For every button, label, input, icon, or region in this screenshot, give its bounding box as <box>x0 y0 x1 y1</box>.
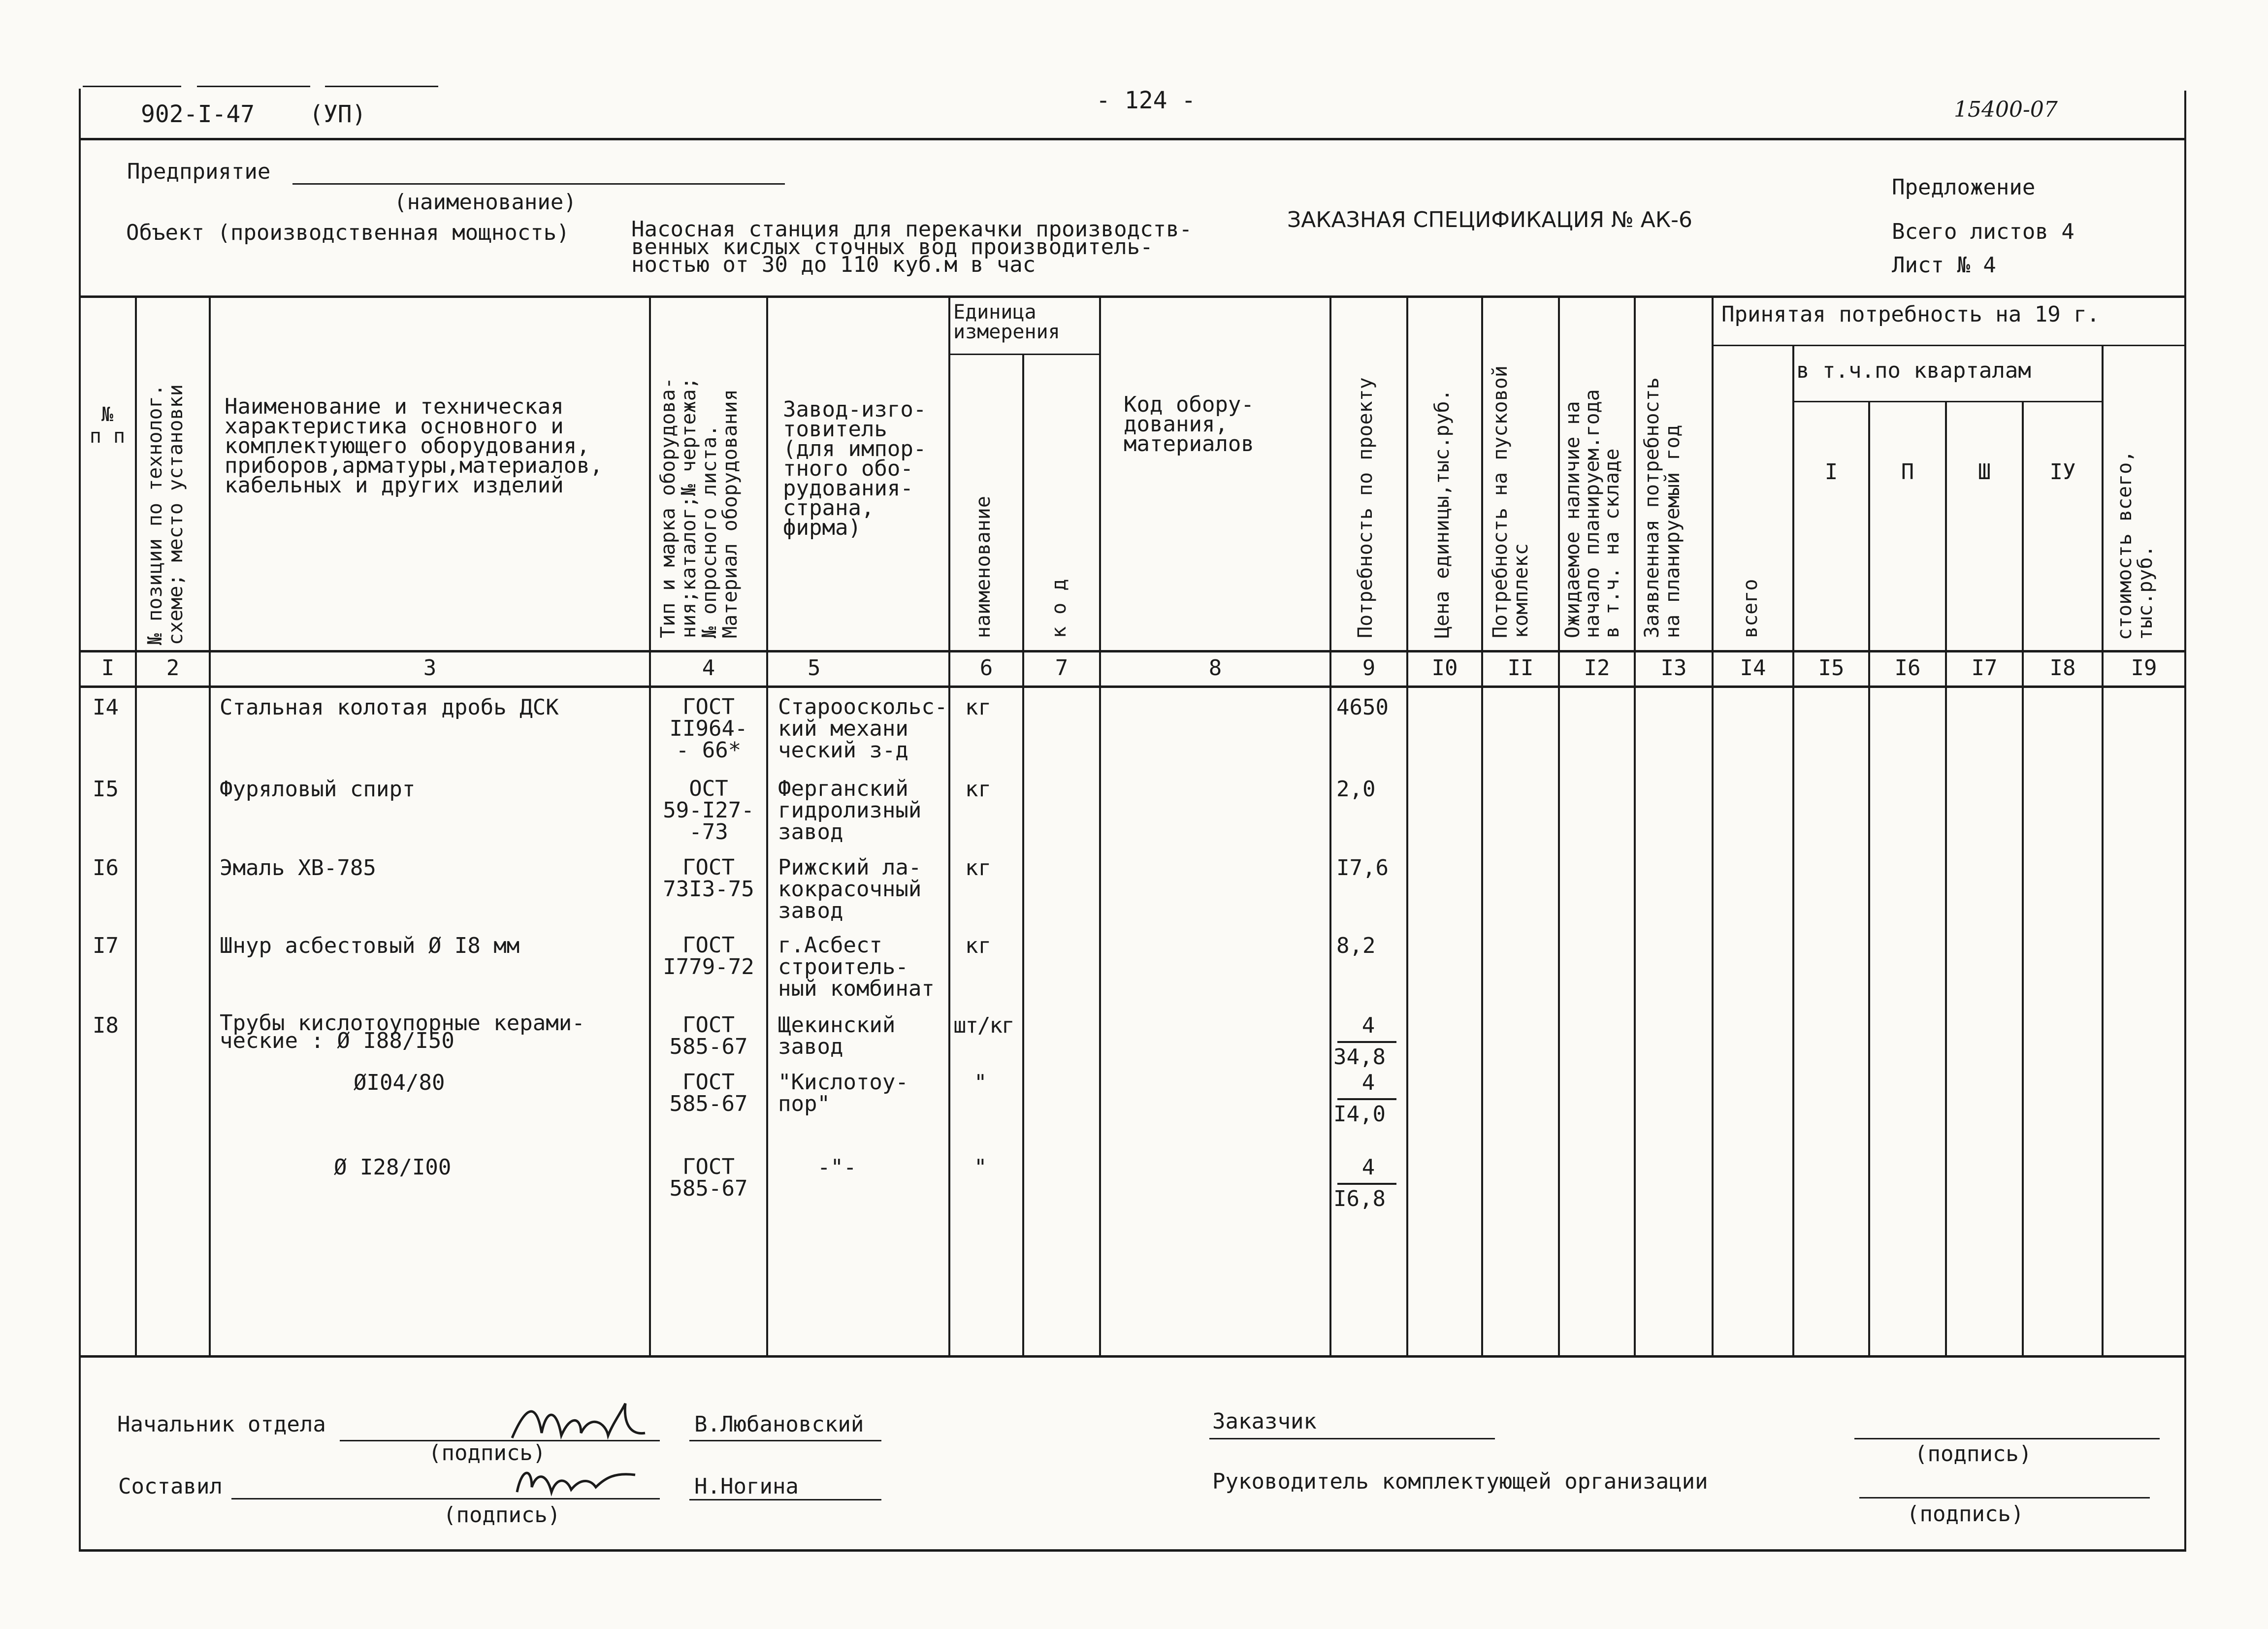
col-header-unit-group: Единица измерения <box>953 301 1060 343</box>
row-maker: г.Асбест строитель- ный комбинат <box>778 933 935 1001</box>
col-header-position: № позиции по технолог. схеме; место установки <box>144 384 187 645</box>
naming-hint: (наименование) <box>394 190 577 215</box>
page-number: - 124 - <box>1096 87 1196 114</box>
col-num-4: 4 <box>702 655 715 681</box>
customer-sign-line <box>1854 1438 2160 1439</box>
quarters-group-rule <box>1792 401 2102 402</box>
col-header-accepted-group: Принятая потребность на 19 г. <box>1721 302 2100 327</box>
col-num-17: I7 <box>1971 655 1998 681</box>
col-line-17 <box>2022 401 2024 1355</box>
row-type: ГОСТ II964- - 66* <box>669 694 748 763</box>
spec-title: ЗАКАЗНАЯ СПЕЦИФИКАЦИЯ № АК-6 <box>1287 207 1693 232</box>
col-header-declared-need: Заявленная потребность на планируемый год <box>1641 377 1684 638</box>
col-num-10: I0 <box>1431 655 1458 681</box>
customer-label: Заказчик <box>1212 1409 1317 1434</box>
total-sheets: Всего листов 4 <box>1892 219 2074 244</box>
col-header-q2: П <box>1901 459 1914 485</box>
row-qty-denominator: I4,0 <box>1333 1102 1386 1127</box>
col-num-3: 3 <box>423 655 437 681</box>
col-num-15: I5 <box>1818 655 1845 681</box>
col-line-5 <box>948 295 950 1355</box>
row-maker: "Кислотоу- пор" <box>778 1070 908 1116</box>
col-line-12 <box>1634 295 1636 1355</box>
row-maker: Ферганский гидролизный завод <box>778 776 922 845</box>
row-unit: кг <box>965 777 991 802</box>
col-line-1 <box>135 295 137 1355</box>
row-name: Фуряловый спирт <box>220 777 416 802</box>
row-unit: " <box>974 1155 987 1180</box>
accepted-group-rule <box>1712 345 2186 346</box>
row-type: ГОСТ 73I3-75 <box>663 855 754 902</box>
col-num-18: I8 <box>2049 655 2076 681</box>
col-line-18 <box>2102 345 2104 1355</box>
col-header-expected-stock: Ожидаемое наличие на начало планируем.года в т.ч. на складе <box>1561 389 1623 638</box>
col-num-9: 9 <box>1362 655 1376 681</box>
row-unit: кг <box>965 855 991 880</box>
col-num-8: 8 <box>1208 655 1222 681</box>
row-name: ØI04/80 <box>354 1070 445 1095</box>
top-rule-1 <box>83 86 181 87</box>
col-header-project-need: Потребность по проекту <box>1354 377 1377 638</box>
row-maker: Щекинский завод <box>778 1012 896 1059</box>
row-qty-denominator: 34,8 <box>1333 1044 1386 1070</box>
top-rule-2 <box>197 86 310 87</box>
col-header-q3: Ш <box>1977 459 1991 485</box>
row-name: Ø I28/I00 <box>334 1155 452 1180</box>
row-number: I8 <box>93 1013 119 1038</box>
row-qty: 8,2 <box>1336 933 1376 958</box>
object-line-3: ностью от 30 до 110 куб.м в час <box>631 252 1036 277</box>
object-value <box>631 217 1193 277</box>
row-unit: " <box>974 1070 987 1095</box>
table-top-rule <box>79 295 2186 298</box>
row-name: Эмаль ХВ-785 <box>220 855 376 880</box>
enterprise-line <box>292 183 785 185</box>
row-type: ГОСТ I779-72 <box>663 933 754 979</box>
row-number: I7 <box>93 933 119 958</box>
compiled-label: Составил <box>118 1474 223 1499</box>
fraction-bar <box>1337 1183 1396 1185</box>
row-qty-numerator: 4 <box>1361 1070 1375 1095</box>
col-line-2 <box>209 295 211 1355</box>
compiled-name: Н.Ногина <box>694 1474 799 1499</box>
col-line-6 <box>1022 354 1024 1355</box>
row-qty: I7,6 <box>1336 855 1389 880</box>
col-header-q1: I <box>1824 459 1838 485</box>
row-type: ГОСТ 585-67 <box>669 1154 748 1201</box>
table-bottom-rule <box>79 1355 2186 1358</box>
col-num-14: I4 <box>1740 655 1766 681</box>
row-type: ГОСТ 585-67 <box>669 1070 748 1116</box>
col-header-unit-price: Цена единицы,тыс.руб. <box>1431 389 1454 638</box>
sheet-code: 15400-07 <box>1954 97 2058 122</box>
object-line-1: Насосная станция для перекачки производств- <box>631 217 1193 242</box>
org-head-signature-hint: (подпись) <box>1907 1501 2024 1527</box>
col-line-9 <box>1406 295 1408 1355</box>
row-type: ГОСТ 585-67 <box>669 1012 748 1059</box>
col-line-15 <box>1868 401 1870 1355</box>
top-rule-3 <box>325 86 438 87</box>
col-header-unit-name: наименование <box>972 496 995 638</box>
col-line-7 <box>1099 295 1101 1355</box>
row-name: Шнур асбестовый Ø I8 мм <box>220 933 520 958</box>
col-header-startup-need: Потребность на пусковой комплекс <box>1489 365 1532 638</box>
customer-line <box>1209 1438 1495 1439</box>
sheet-no: Лист № 4 <box>1892 253 1996 278</box>
col-header-cost-total: стоимость всего, тыс.руб. <box>2113 450 2157 640</box>
head-signature-hint: (подпись) <box>428 1440 546 1466</box>
row-name: Трубы кислотоупорные керами- ческие : Ø I88/I50 <box>220 1010 585 1053</box>
row-qty: 4650 <box>1336 695 1389 720</box>
customer-signature-hint: (подпись) <box>1914 1441 2032 1466</box>
row-type: ОСТ 59-I27- -73 <box>663 776 754 845</box>
col-num-12: I2 <box>1584 655 1610 681</box>
doc-suffix: (УП) <box>309 100 366 128</box>
col-num-16: I6 <box>1894 655 1921 681</box>
doc-code: 902-I-47 <box>141 100 255 128</box>
org-head-sign-line <box>1859 1497 2150 1499</box>
compiled-signature <box>512 1458 640 1502</box>
col-line-8 <box>1329 295 1331 1355</box>
numbers-bottom-rule <box>79 685 2186 688</box>
row-qty-numerator: 4 <box>1361 1013 1375 1038</box>
col-num-5: 5 <box>808 655 821 681</box>
proposal-label: Предложение <box>1892 175 2036 200</box>
col-num-13: I3 <box>1660 655 1687 681</box>
head-name-line <box>689 1440 881 1441</box>
col-line-10 <box>1481 295 1483 1355</box>
col-line-16 <box>1945 401 1947 1355</box>
frame-right <box>2184 91 2186 1551</box>
col-header-type: Тип и марка оборудова- ния;каталог;№ чертежа; № опросного листа. Материал оборудования <box>657 377 742 638</box>
col-num-2: 2 <box>166 655 180 681</box>
col-header-q4: IУ <box>2049 459 2076 485</box>
col-num-7: 7 <box>1055 655 1069 681</box>
col-header-maker: Завод-изго- товитель (для импор- тного обо- рудования- страна, фирма) <box>783 397 927 540</box>
row-unit: шт/кг <box>953 1013 1014 1038</box>
col-line-11 <box>1558 295 1560 1355</box>
row-number: I5 <box>93 777 119 802</box>
col-header-total: всего <box>1739 579 1762 638</box>
col-num-11: II <box>1507 655 1534 681</box>
frame-left <box>79 89 81 1551</box>
col-header-no: № п п <box>89 403 126 448</box>
row-maker: -"- <box>817 1155 857 1180</box>
head-name: В.Любановский <box>694 1412 864 1437</box>
row-qty: 2,0 <box>1336 777 1376 802</box>
org-head-label: Руководитель комплектующей организации <box>1212 1469 1708 1494</box>
object-label: Объект (производственная мощность) <box>126 220 570 245</box>
row-maker: Рижский ла- кокрасочный завод <box>778 855 922 923</box>
col-line-4 <box>766 295 768 1355</box>
col-line-13 <box>1712 295 1714 1355</box>
col-header-quarters-group: в т.ч.по кварталам <box>1796 358 2031 383</box>
row-number: I6 <box>93 855 119 880</box>
head-label: Начальник отдела <box>117 1412 326 1437</box>
col-header-name: Наименование и техническая характеристика основного и комплектующего оборудования, приборов,арматуры,материалов, кабельных и других изделий <box>225 394 603 498</box>
enterprise-label: Предприятие <box>127 159 271 184</box>
fraction-bar <box>1337 1041 1396 1043</box>
frame-top <box>79 138 2186 140</box>
fraction-bar <box>1337 1098 1396 1100</box>
col-num-1: I <box>101 655 115 681</box>
header-bottom-rule <box>79 650 2186 652</box>
row-number: I4 <box>93 695 119 720</box>
compiled-signature-hint: (подпись) <box>443 1502 561 1528</box>
row-name: Стальная колотая дробь ДСК <box>220 695 559 720</box>
row-maker: Старооскольс- кий механи ческий з-д <box>778 694 948 763</box>
row-qty-denominator: I6,8 <box>1333 1186 1386 1211</box>
col-num-6: 6 <box>979 655 993 681</box>
col-header-equipment-code: Код обору- дования, материалов <box>1124 392 1254 456</box>
row-unit: кг <box>965 695 991 720</box>
col-line-14 <box>1792 345 1794 1355</box>
row-qty-numerator: 4 <box>1361 1155 1375 1180</box>
col-header-unit-code: к о д <box>1048 579 1070 638</box>
row-unit: кг <box>965 933 991 958</box>
compiled-name-line <box>689 1499 881 1500</box>
col-num-19: I9 <box>2131 655 2157 681</box>
object-line-2: венных кислых сточных вод производитель- <box>631 234 1153 260</box>
frame-bottom <box>79 1549 2186 1552</box>
